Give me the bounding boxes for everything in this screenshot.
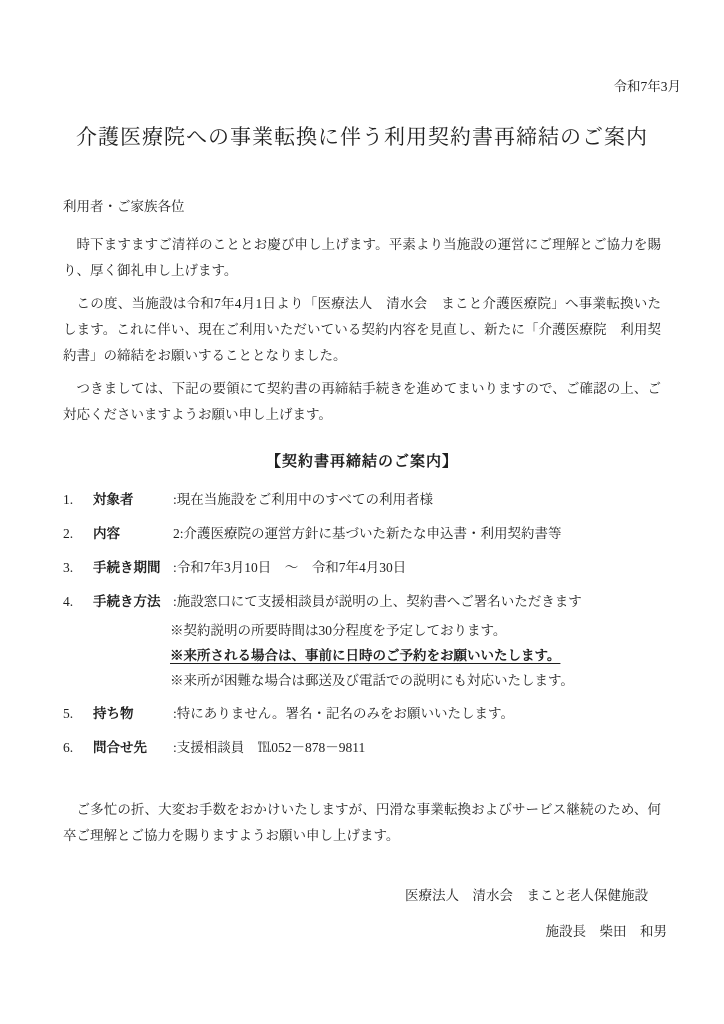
item-label: 手続き方法 bbox=[93, 594, 161, 609]
section-heading: 【契約書再締結のご案内】 bbox=[265, 454, 458, 470]
item-content: :令和7年3月10日 ～ 令和7年4月30日 bbox=[173, 560, 407, 575]
item-content: :支援相談員 ℡052－878－9811 bbox=[173, 740, 366, 755]
list-item-target bbox=[63, 487, 661, 513]
list-item-belongings bbox=[63, 701, 661, 727]
document-title: 介護医療院への事業転換に伴う利用契約書再締結のご案内 bbox=[76, 125, 648, 149]
item-label: 問合せ先 bbox=[93, 740, 147, 755]
paragraph-closing: ご多忙の折、大変お手数をおかけいたしますが、円滑な事業転換およびサービス継続のため、何卒ご理解とご協力を賜りますようお願い申し上げます。 bbox=[63, 802, 661, 843]
info-list bbox=[63, 487, 661, 761]
method-notes bbox=[170, 618, 661, 693]
document-date: 令和7年3月 bbox=[613, 79, 681, 94]
note-duration: ※契約説明の所要時間は30分程度を予定しております。 bbox=[170, 623, 507, 638]
signature-person: 施設長 柴田 和男 bbox=[545, 924, 667, 939]
note-remote-option: ※来所が困難な場合は郵送及び電話での説明にも対応いたします。 bbox=[170, 673, 574, 688]
item-number: 1. bbox=[63, 492, 74, 507]
note-reservation: ※来所される場合は、事前に日時のご予約をお願いいたします。 bbox=[170, 648, 561, 663]
paragraph-transition-notice: この度、当施設は令和7年4月1日より「医療法人 清水会 まこと介護医療院」へ事業転換いたします。これに伴い、現在ご利用いただいている契約内容を見直し、新たに「介護医療院 利用契約書」の締結をお願いすることとなりました。 bbox=[63, 296, 661, 363]
list-item-contents bbox=[63, 521, 661, 547]
recipient-line: 利用者・ご家族各位 bbox=[63, 199, 185, 214]
signature-organization: 医療法人 清水会 まこと老人保健施設 bbox=[405, 888, 648, 903]
item-number: 4. bbox=[63, 594, 74, 609]
list-item-method bbox=[63, 589, 661, 615]
item-number: 3. bbox=[63, 560, 74, 575]
item-label: 手続き期間 bbox=[93, 560, 161, 575]
item-content: :現在当施設をご利用中のすべての利用者様 bbox=[173, 492, 433, 507]
item-number: 5. bbox=[63, 706, 74, 721]
paragraph-request: つきましては、下記の要領にて契約書の再締結手続きを進めてまいりますので、ご確認の上、ご対応くださいますようお願い申し上げます。 bbox=[63, 381, 661, 422]
item-content: 2:介護医療院の運営方針に基づいた新たな申込書・利用契約書等 bbox=[173, 526, 562, 541]
item-number: 6. bbox=[63, 740, 74, 755]
item-label: 内容 bbox=[93, 526, 120, 541]
item-content: :施設窓口にて支援相談員が説明の上、契約書へご署名いただきます bbox=[173, 594, 582, 609]
item-number: 2. bbox=[63, 526, 74, 541]
item-label: 持ち物 bbox=[93, 706, 134, 721]
item-label: 対象者 bbox=[93, 492, 134, 507]
paragraph-greeting: 時下ますますご清祥のこととお慶び申し上げます。平素より当施設の運営にご理解とご協力を賜り、厚く御礼申し上げます。 bbox=[63, 237, 661, 278]
item-content: :特にありません。署名・記名のみをお願いいたします。 bbox=[173, 706, 514, 721]
list-item-period bbox=[63, 555, 661, 581]
list-item-contact bbox=[63, 735, 661, 761]
